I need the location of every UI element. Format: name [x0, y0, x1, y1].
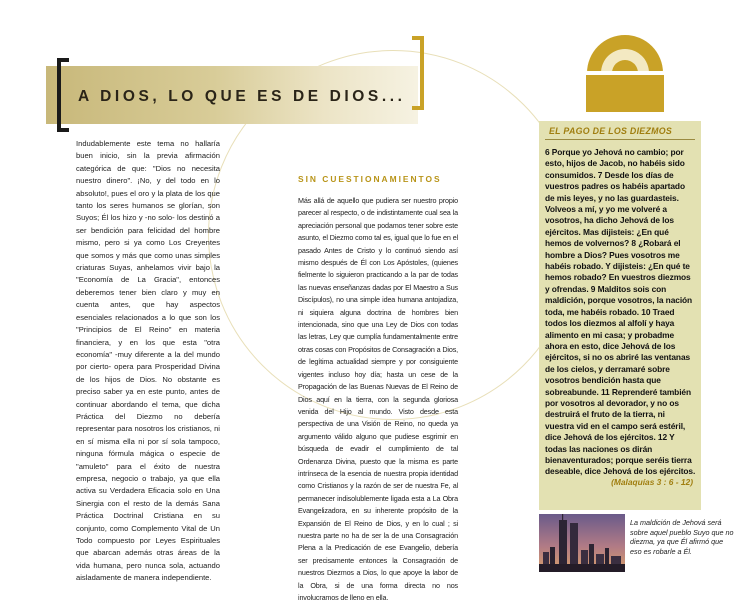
target-logo-icon — [586, 34, 664, 112]
sidebar-title: EL PAGO DE LOS DIEZMOS — [549, 126, 673, 136]
page-title: A DIOS, LO QUE ES DE DIOS... — [78, 88, 406, 105]
section-heading: SIN CUESTIONAMIENTOS — [298, 174, 442, 184]
scripture-reference: (Malaquías 3 : 6 - 12) — [611, 477, 693, 487]
right-bracket — [412, 36, 424, 110]
sidebar-scripture-text: 6 Porque yo Jehová no cambio; por esto, hijos de Jacob, no habéis sido consumidos. 7 Desde los días de vuestros padres os habéis apartado de mis leyes, y no las guardasteis. Volveos a mí, y yo me volveré a vosotros, ha dicho Jehová de los ejércitos. Mas dijisteis: ¿En qué hemos de volvernos? 8 ¿Robará el hombre a Dios? Pues vosotros me habéis robado. Y dijisteis: ¿En qué te hemos robado? En vuestros diezmos y ofrendas. 9 Malditos sois con maldición, porque vosotros, la nación toda, me habéis robado. 10 Traed todos los diezmos al alfolí y haya alimento en mi casa; y probadme ahora en esto, dice Jehová de los ejércitos, si no os abriré las ventanas de los cielos, y derramaré sobre vosotros bendición hasta que sobreabunde. 11 Reprenderé también por vosotros al devorador, y no os destruirá el fruto de la tierra, ni vuestra vid en el campo será estéril, dice Jehová de los ejércitos. 12 Y todas las naciones os dirán bienaventurados; porque seréis tierra deseable, dice Jehová de los ejércitos. — [545, 147, 696, 477]
twin-towers-photo — [539, 514, 625, 572]
body-column-left: Indudablemente este tema no hallaría buen inicio, sin la previa afirmación categórica de que: "Dios no necesita nuestro dinero". ¡No, y del todo en lo absoluto!, pues el oro y la plata de los que tanto los seres humanos se glorían, son Suyos; Él los hizo y -no solo- los destinó a ser bendición para felicidad del hombre mismo, pero si ya como Los Creyentes que somos y más que como unas simples criaturas Suyas, anhelamos vivir bajo la "Economía de La Gracia", entonces deberemos tener bien claro y muy en cuenta antes, que hay aspectos esenciales relacionados a lo que son los "Principios de El Reino" en materia financiera, y en los que esta "otra economía" -muy diferente a la del mundo por cierto- opera para Prosperidad Divina de los hijos de Dios. No obstante es preciso saber ya en este punto, antes de continuar abordando el tema, que dicha Práctica del Diezmo no debería representar para nosotros los cristianos, ni en sí misma ella ni por sí sola tampoco, ninguna fórmula mágica o especie de "amuleto" para el éxito de nuestra empresa, negocio o trabajo, ya que ella activa su Verdadera Eficacia solo en Una Sinergia con el resto de la demás Sana Práctica Doctrinal Cristiana en su conjunto, como Complemento Vital de Un Todo compuesto por Leyes Espirituales que abarcan además otras áreas de la vida humana, pero nunca sola, actuando aisladamente de manera independiente. — [76, 139, 220, 583]
photo-caption: La maldición de Jehová será sobre aquel pueblo Suyo que no diezma, ya que Él afirmó que eso es robarle a Él. — [630, 518, 734, 556]
body-column-middle: Más allá de aquello que pudiera ser nuestro propio parecer al respecto, o de indistintamente cual sea la apreciación personal que podamos tener sobre este asunto, el Diezmo como tal es, igual que lo fue en el pasado Antes de Cristo y lo continuó siendo así mismo después de Él con Los Apóstoles, (quienes fielmente lo siguieron practicando a la par de todas las nuevas enseñanzas dadas por El Maestro a Sus Discípulos), no una simple idea humana antojadiza, ni siquiera alguna doctrina de hombres bien intencionada, sino que una Ley de Dios con todas las letras, Ley que cumplía fundamentalmente entre otras cosas con Propósitos de Consagración a Dios, de legítima actualidad siempre y por consiguiente vigentes incluso hoy día; hasta un cese de la Propagación de las Buenas Nuevas de El Reino de Dios aquí en la tierra, con la segunda gloriosa venida del Hijo al mundo. Visto desde esta perspectiva de una Visión de Reino, no queda ya argumento válido alguno que pudiese esgrimir en búsqueda de evadir el cumplimiento de tal Ordenanza Divina, puesto que la misma es parte intrínseca de la esencia de nuestra propia identidad como Cristianos y la razón de ser de nuestra Fe, al permanecer indisolublemente ligada esta a La Obra Evangelizadora, en su inherente propósito de la Expansión de El Reino de Dios, y en lo cual ; si nuestra parte no ha de ser la de una Consagración Plena a la Predicación de ese Evangelio, debería ser precisamente entonces la Consagración de nuestros Diezmos a Dios, lo que apoye la labor de la Obra, si de una forma directa no nos involucramos de lleno en ella. — [298, 196, 458, 602]
left-bracket — [57, 58, 69, 132]
sidebar-title-rule — [545, 139, 695, 140]
